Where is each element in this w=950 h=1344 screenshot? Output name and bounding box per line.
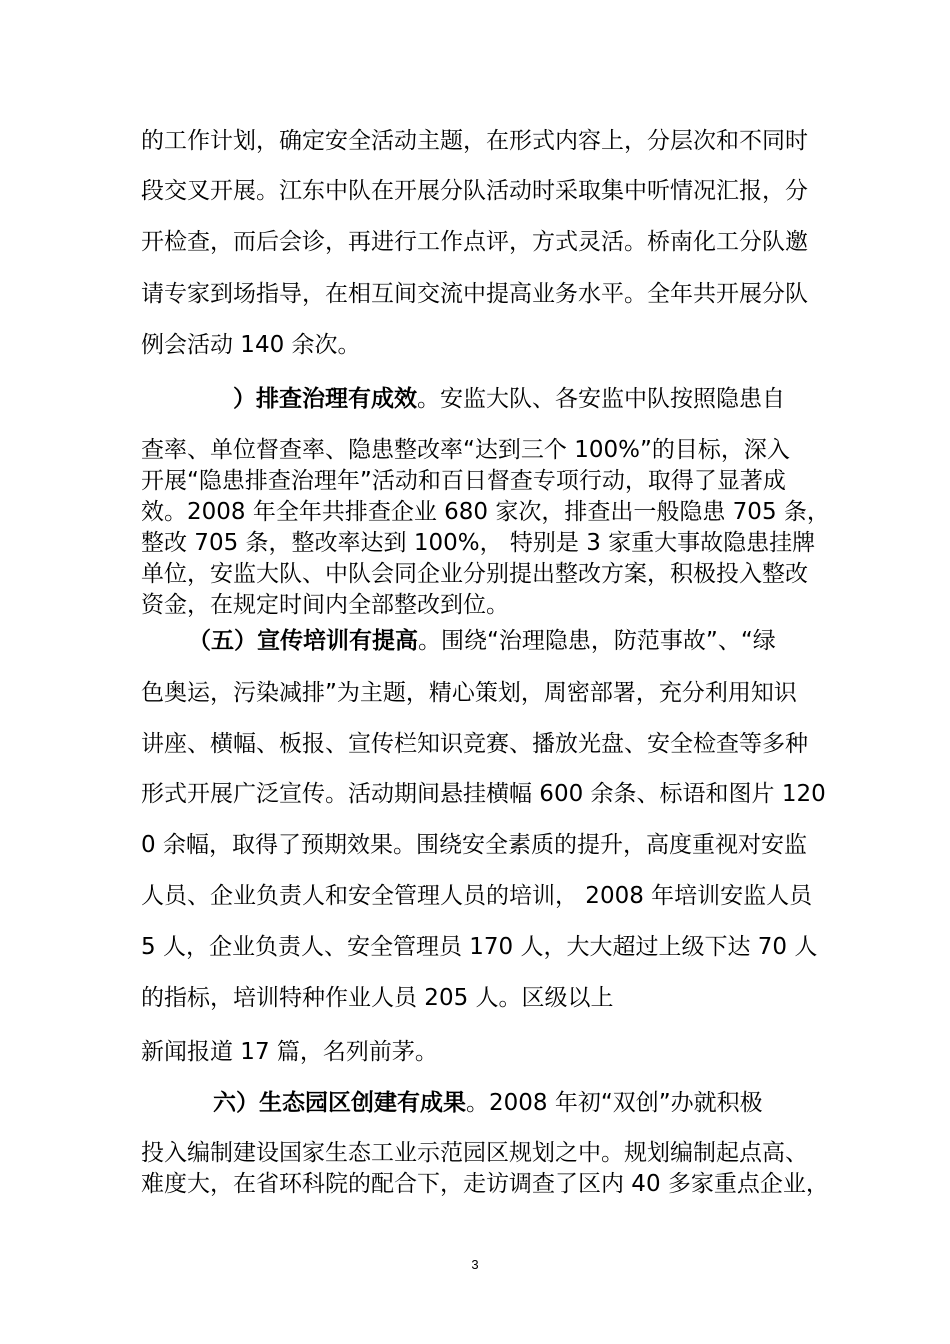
paragraph-3-first-line — [188, 626, 776, 656]
paragraph-1-line-2: 段交叉开展。江东中队在开展分队活动时采取集中听情况汇报，分 — [141, 178, 808, 204]
paragraph-2-line-6: 资金，在规定时间内全部整改到位。 — [141, 592, 509, 618]
paragraph-1-line-1: 的工作计划，确定安全活动主题，在形式内容上，分层次和不同时 — [141, 128, 808, 154]
section-heading-publicity: （五）宣传培训有提高 — [188, 628, 418, 654]
paragraph-3-line-3: 形式开展广泛宣传。活动期间悬挂横幅 600 余条、标语和图片 120 — [141, 781, 826, 807]
paragraph-3-line-4: 0 余幅，取得了预期效果。围绕安全素质的提升，高度重视对安监 — [141, 832, 807, 858]
paragraph-4-line-1: 投入编制建设国家生态工业示范园区规划之中。规划编制起点高、 — [141, 1140, 808, 1166]
paragraph-1-line-3: 开检查，而后会诊，再进行工作点评，方式灵活。桥南化工分队邀 — [141, 229, 808, 255]
section-heading-inspection: ）排查治理有成效 — [233, 386, 417, 412]
paragraph-3-first-line-text: 。围绕“治理隐患，防范事故”、“绿 — [418, 628, 776, 654]
paragraph-2-first-line-text: 。安监大队、各安监中队按照隐患自 — [417, 386, 785, 412]
paragraph-3-line-2: 讲座、横幅、板报、宣传栏知识竞赛、播放光盘、安全检查等多种 — [141, 731, 808, 757]
paragraph-3-line-7: 的指标，培训特种作业人员 205 人。区级以上 — [141, 985, 614, 1011]
section-heading-eco-park: 六）生态园区创建有成果 — [213, 1090, 466, 1116]
paragraph-2-line-3: 效。2008 年全年共排查企业 680 家次，排查出一般隐患 705 条， — [141, 499, 830, 525]
paragraph-3-line-6: 5 人，企业负责人、安全管理员 170 人，大大超过上级下达 70 人 — [141, 934, 818, 960]
paragraph-2-first-line — [233, 384, 785, 414]
paragraph-3-line-5: 人员、企业负责人和安全管理人员的培训， 2008 年培训安监人员 — [141, 883, 813, 909]
paragraph-3-line-8: 新闻报道 17 篇，名列前茅。 — [141, 1039, 438, 1065]
paragraph-2-line-4: 整改 705 条，整改率达到 100%， 特别是 3 家重大事故隐患挂牌 — [141, 530, 816, 556]
paragraph-1-line-5: 例会活动 140 余次。 — [141, 332, 361, 358]
paragraph-3-line-1: 色奥运，污染减排”为主题，精心策划，周密部署，充分利用知识 — [141, 680, 797, 706]
paragraph-2-line-5: 单位，安监大队、中队会同企业分别提出整改方案，积极投入整改 — [141, 561, 808, 587]
paragraph-2-line-1: 查率、单位督查率、隐患整改率“达到三个 100%”的目标，深入 — [141, 437, 790, 463]
paragraph-1-line-4: 请专家到场指导，在相互间交流中提高业务水平。全年共开展分队 — [141, 281, 808, 307]
paragraph-4-first-line — [213, 1088, 763, 1118]
paragraph-2-line-2: 开展“隐患排查治理年”活动和百日督查专项行动，取得了显著成 — [141, 468, 786, 494]
paragraph-4-first-line-text: 。2008 年初“双创”办就积极 — [466, 1090, 763, 1116]
paragraph-4-line-2: 难度大，在省环科院的配合下，走访调查了区内 40 多家重点企业， — [141, 1171, 829, 1197]
page-number: 3 — [471, 1257, 479, 1272]
